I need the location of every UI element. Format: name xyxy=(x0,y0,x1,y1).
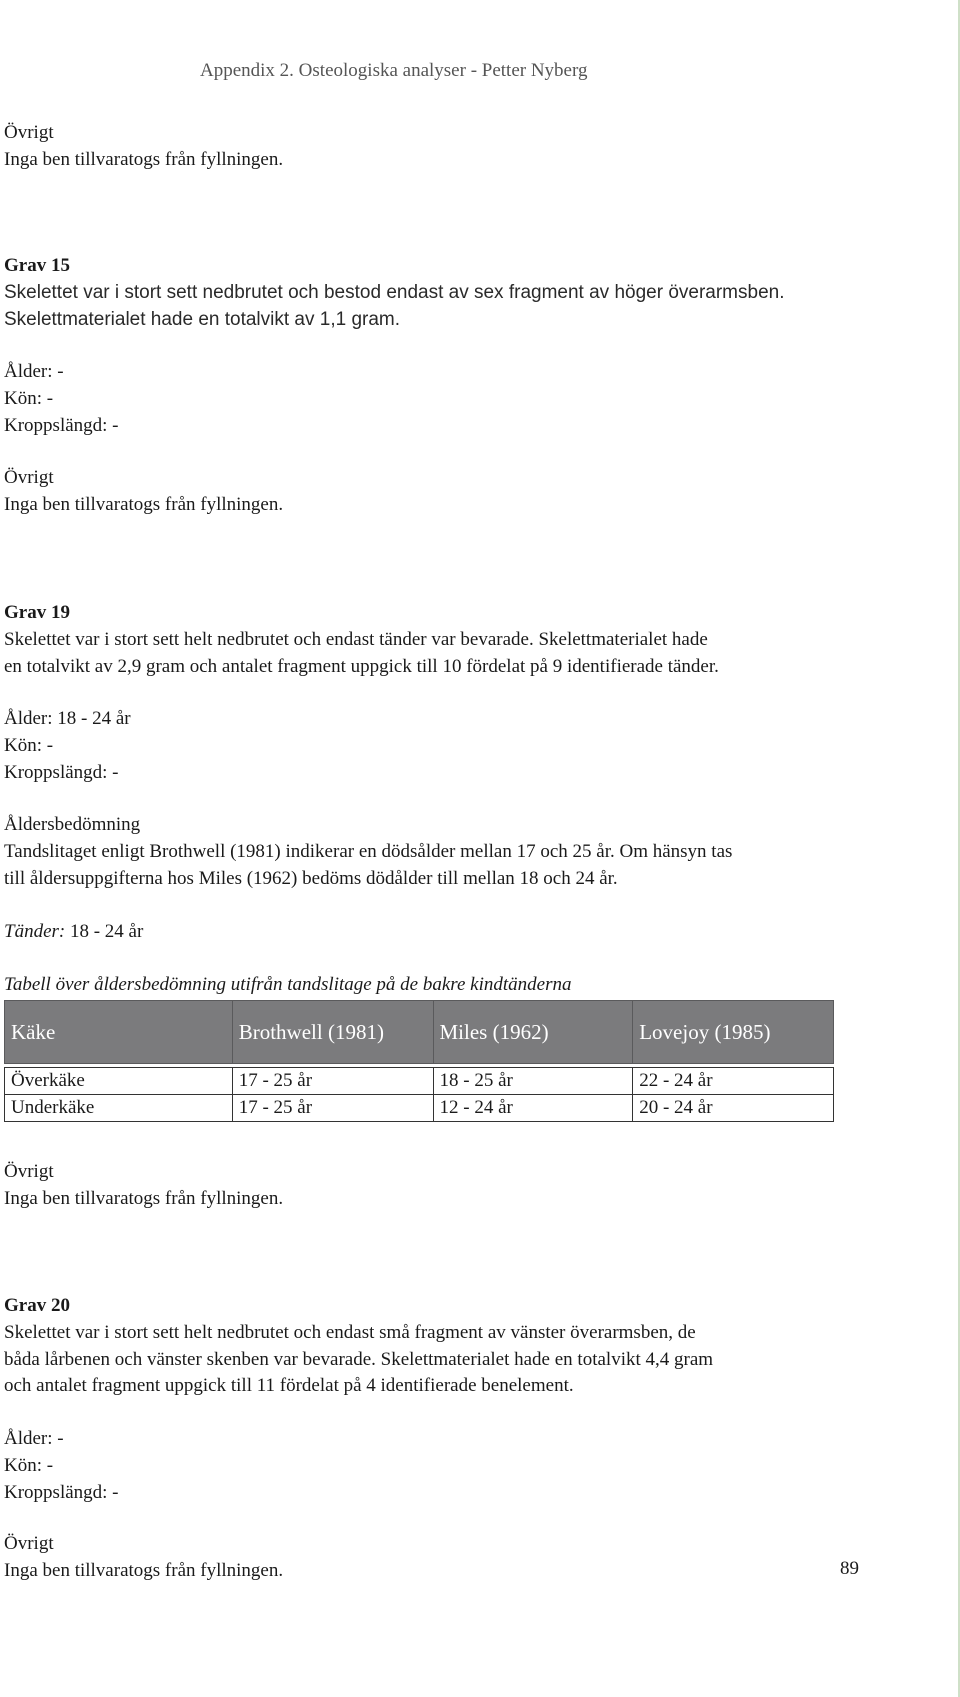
grav20-ovrigt-heading: Övrigt xyxy=(4,1533,54,1554)
age-assessment-table xyxy=(4,1000,834,1122)
grav20-ovrigt-text: Inga ben tillvaratogs från fyllningen. xyxy=(4,1560,284,1581)
grav20-kon: Kön: - xyxy=(4,1455,54,1476)
grav20-description xyxy=(4,1320,713,1400)
running-header: Appendix 2. Osteologiska analyser - Petter Nyberg xyxy=(200,60,588,81)
ovrigt-heading: Övrigt xyxy=(4,122,54,143)
table-cell: 12 - 24 år xyxy=(433,1095,633,1122)
grav19-ovrigt-heading: Övrigt xyxy=(4,1161,54,1182)
grav20-description-line: båda lårbenen och vänster skenben var bevarade. Skelettmaterialet hade en totalvikt 4,4 gram xyxy=(4,1348,714,1370)
grav15-description xyxy=(4,280,784,333)
table-cell: 17 - 25 år xyxy=(232,1095,433,1122)
grav19-aldersbedomning-line: till åldersuppgifterna hos Miles (1962) bedöms dödålder till mellan 18 och 24 år. xyxy=(4,867,618,889)
table-header-cell: Lovejoy (1985) xyxy=(633,1001,834,1064)
page-number: 89 xyxy=(840,1558,859,1579)
grav19-aldersbedomning-heading: Åldersbedömning xyxy=(4,814,141,835)
grav20-title: Grav 20 xyxy=(4,1295,70,1316)
grav20-description-line: och antalet fragment uppgick till 11 fördelat på 4 identifierade benelement. xyxy=(4,1375,574,1396)
grav20-description-line: Skelettet var i stort sett helt nedbrutet och endast små fragment av vänster överarmsben, de xyxy=(4,1322,696,1343)
grav19-aldersbedomning-text xyxy=(4,839,732,892)
grav15-description-line: Skelettet var i stort sett nedbrutet och bestod endast av sex fragment av höger överarmsben. xyxy=(4,282,785,303)
grav19-tander-label: Tänder: xyxy=(4,921,66,942)
table-cell: Underkäke xyxy=(5,1095,233,1122)
table-header-cell: Brothwell (1981) xyxy=(232,1001,433,1064)
grav15-ovrigt-text: Inga ben tillvaratogs från fyllningen. xyxy=(4,494,284,515)
grav19-table-caption: Tabell över åldersbedömning utifrån tandslitage på de bakre kindtänderna xyxy=(4,974,572,995)
grav19-description-line: en totalvikt av 2,9 gram och antalet fragment uppgick till 10 fördelat på 9 identifierade tänder. xyxy=(4,655,719,677)
table-row xyxy=(5,1095,834,1122)
grav15-ovrigt-heading: Övrigt xyxy=(4,467,54,488)
grav19-title: Grav 19 xyxy=(4,602,70,623)
grav15-title: Grav 15 xyxy=(4,255,70,276)
table-cell: Överkäke xyxy=(5,1068,233,1095)
grav15-description-line: Skelettmaterialet hade en totalvikt av 1,1 gram. xyxy=(4,308,401,330)
table-cell: 20 - 24 år xyxy=(633,1095,834,1122)
grav19-alder: Ålder: 18 - 24 år xyxy=(4,708,131,729)
grav19-description-line: Skelettet var i stort sett helt nedbrutet och endast tänder var bevarade. Skelettmaterialet hade xyxy=(4,629,708,650)
table-row xyxy=(5,1068,834,1095)
grav19-tander xyxy=(4,919,143,945)
grav19-kroppslangd: Kroppslängd: - xyxy=(4,762,119,783)
grav20-kroppslangd: Kroppslängd: - xyxy=(4,1482,119,1503)
grav19-tander-value: 18 - 24 år xyxy=(65,921,144,942)
grav19-kon: Kön: - xyxy=(4,735,54,756)
grav19-ovrigt-text: Inga ben tillvaratogs från fyllningen. xyxy=(4,1188,284,1209)
table-cell: 17 - 25 år xyxy=(232,1068,433,1095)
grav15-alder: Ålder: - xyxy=(4,361,64,382)
table-header-cell: Miles (1962) xyxy=(433,1001,633,1064)
grav19-description xyxy=(4,627,719,680)
ovrigt-text: Inga ben tillvaratogs från fyllningen. xyxy=(4,149,284,170)
table-header-row xyxy=(5,1001,834,1064)
table-cell: 18 - 25 år xyxy=(433,1068,633,1095)
grav19-aldersbedomning-line: Tandslitaget enligt Brothwell (1981) indikerar en dödsålder mellan 17 och 25 år. Om hänsyn tas xyxy=(4,841,733,862)
grav20-alder: Ålder: - xyxy=(4,1428,64,1449)
table-cell: 22 - 24 år xyxy=(633,1068,834,1095)
grav15-kon: Kön: - xyxy=(4,388,54,409)
table-header-cell: Käke xyxy=(5,1001,233,1064)
grav15-kroppslangd: Kroppslängd: - xyxy=(4,415,119,436)
